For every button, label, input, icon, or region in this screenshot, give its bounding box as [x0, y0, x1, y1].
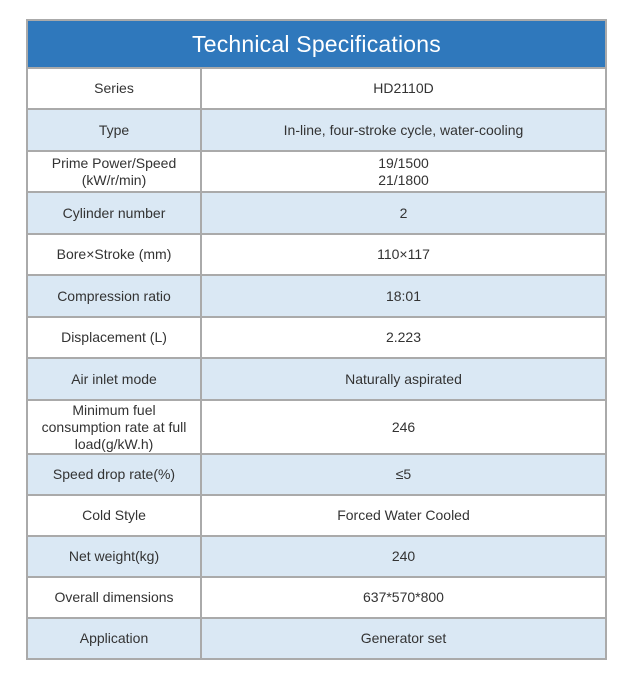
row-label: Cylinder number: [28, 192, 201, 234]
spec-row-cold-style: [28, 495, 605, 536]
row-label: Series: [28, 69, 201, 109]
row-value: 246: [201, 400, 605, 454]
spec-row-air-inlet-mode: [28, 358, 605, 400]
row-value: 637*570*800: [201, 577, 605, 618]
row-value: Generator set: [201, 618, 605, 658]
spec-row-series: [28, 69, 605, 109]
row-label: Cold Style: [28, 495, 201, 536]
row-value: Forced Water Cooled: [201, 495, 605, 536]
spec-row-speed-drop-rate: [28, 454, 605, 495]
row-label: Prime Power/Speed (kW/r/min): [28, 151, 201, 192]
row-value: 2.223: [201, 317, 605, 358]
spec-table-container: [26, 19, 607, 660]
row-label: Overall dimensions: [28, 577, 201, 618]
row-value: In-line, four-stroke cycle, water-cooling: [201, 109, 605, 151]
row-label: Bore×Stroke (mm): [28, 234, 201, 275]
spec-row-overall-dimensions: [28, 577, 605, 618]
spec-table: [28, 69, 605, 658]
row-label: Displacement (L): [28, 317, 201, 358]
row-label: Air inlet mode: [28, 358, 201, 400]
row-value: 19/1500 21/1800: [201, 151, 605, 192]
spec-row-fuel-consumption: [28, 400, 605, 454]
spec-row-prime-power: [28, 151, 605, 192]
spec-row-cylinder-number: [28, 192, 605, 234]
row-value: Naturally aspirated: [201, 358, 605, 400]
row-value: 2: [201, 192, 605, 234]
spec-row-type: [28, 109, 605, 151]
spec-row-application: [28, 618, 605, 658]
row-value: ≤5: [201, 454, 605, 495]
row-value: 18:01: [201, 275, 605, 317]
spec-title: Technical Specifications: [28, 21, 605, 69]
row-label: Speed drop rate(%): [28, 454, 201, 495]
row-label: Type: [28, 109, 201, 151]
row-value: 240: [201, 536, 605, 577]
row-label: Net weight(kg): [28, 536, 201, 577]
row-value: 110×117: [201, 234, 605, 275]
spec-row-net-weight: [28, 536, 605, 577]
spec-row-displacement: [28, 317, 605, 358]
spec-row-compression-ratio: [28, 275, 605, 317]
row-value: HD2110D: [373, 80, 434, 96]
spec-row-bore-stroke: [28, 234, 605, 275]
row-label: Minimum fuel consumption rate at full load(g/kW.h): [28, 400, 201, 454]
row-label: Compression ratio: [28, 275, 201, 317]
row-label: Application: [28, 618, 201, 658]
